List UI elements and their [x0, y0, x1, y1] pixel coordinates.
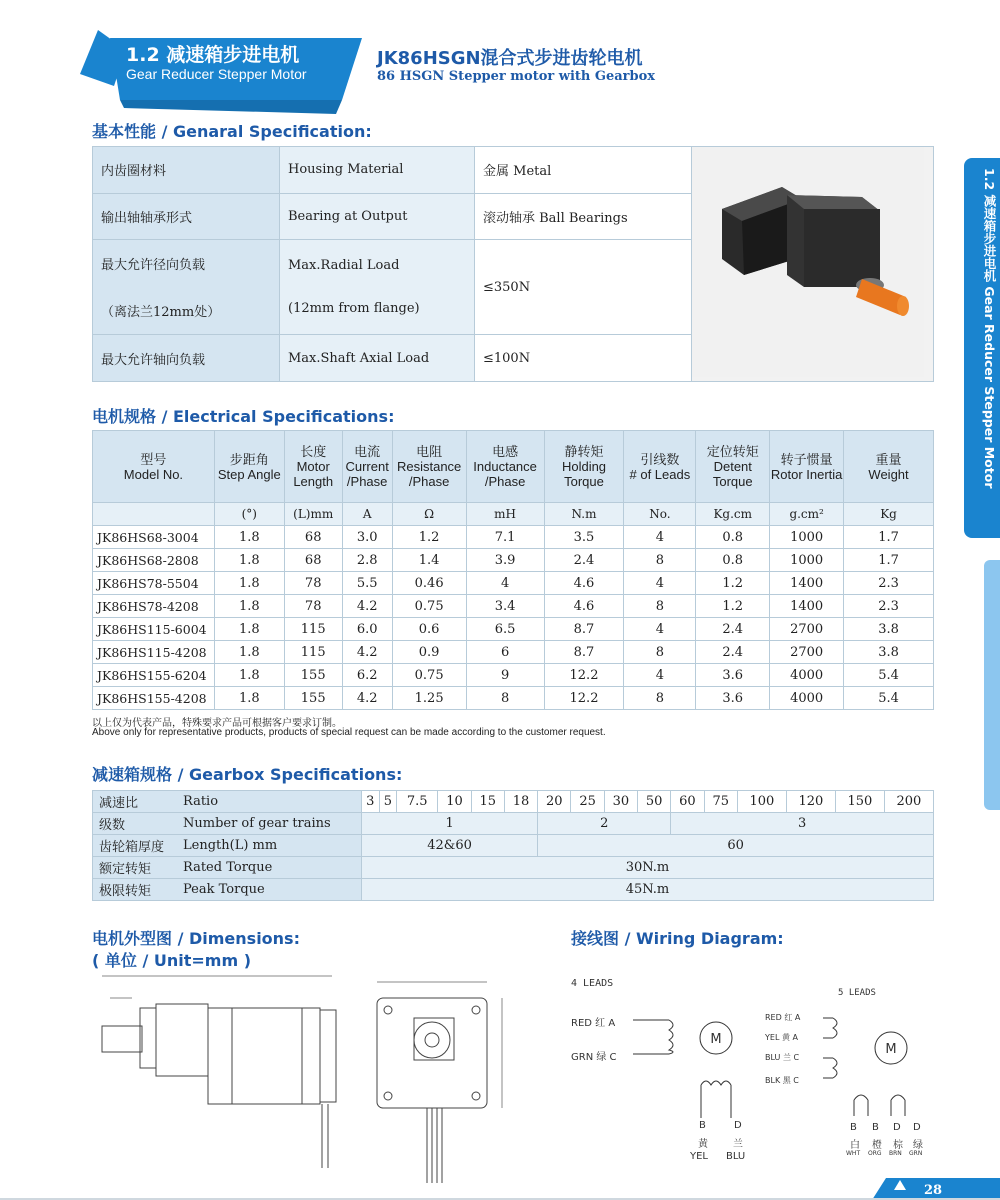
side-tab-light [984, 560, 1000, 810]
spec-cell: 1400 [770, 572, 844, 595]
leads6-colors_en-label: ORG [868, 1150, 882, 1157]
table-row [93, 618, 934, 641]
unit-cell: Ω [392, 503, 466, 526]
leads6-colors_en-label: GRN [909, 1150, 923, 1157]
leads6-letters-label: D [893, 1122, 901, 1133]
th-resistance [392, 431, 466, 503]
gen-en-1: Bearing at Output [280, 193, 475, 240]
th-length [284, 431, 342, 503]
spec-cell: 6.5 [466, 618, 544, 641]
th-length-cn: 长度 [300, 444, 327, 459]
spec-cell: 155 [284, 687, 342, 710]
th-model-en: Model No. [123, 466, 184, 482]
gearbox-spec-title: 减速箱规格 / Gearbox Specifications: [92, 765, 403, 784]
leads4-d-color: 兰 [733, 1139, 743, 1150]
spec-cell: 2.4 [696, 641, 770, 664]
motor-symbol-4: M [710, 1032, 722, 1047]
gearbox-spec-table [92, 790, 934, 901]
unit-cell: mH [466, 503, 544, 526]
spec-cell: 8 [624, 595, 696, 618]
spec-cell: 1400 [770, 595, 844, 618]
ratio-cell: 200 [884, 791, 933, 813]
table-row [93, 526, 934, 549]
product-image-cell [692, 147, 934, 382]
ratio-cell: 15 [471, 791, 504, 813]
rated-value: 30N.m [362, 857, 934, 879]
spec-cell: 3.6 [696, 687, 770, 710]
spec-cell: 2700 [770, 618, 844, 641]
length-cn: 齿轮箱厚度 [93, 835, 182, 857]
banner-subtitle: Gear Reducer Stepper Motor [126, 66, 307, 82]
spec-cell: 4 [624, 526, 696, 549]
spec-cell: 2.3 [844, 595, 934, 618]
rated-cn: 额定转矩 [93, 857, 182, 879]
note-en: Above only for representative products, products of special request can be made according to the customer request. [92, 727, 606, 738]
dimension-drawing [92, 968, 522, 1196]
rated-row [93, 857, 934, 879]
model-cell: JK86HS78-4208 [93, 595, 215, 618]
trains-2: 2 [538, 813, 671, 835]
banner-title: 1.2 减速箱步进电机 [126, 44, 300, 66]
spec-cell: 1.7 [844, 526, 934, 549]
spec-cell: 1.2 [392, 526, 466, 549]
spec-cell: 6.2 [342, 664, 392, 687]
unit-cell: Kg [844, 503, 934, 526]
ratio-cn: 减速比 [93, 791, 182, 813]
general-spec-title: 基本性能 / Genaral Specification: [92, 122, 372, 141]
unit-cell: Kg.cm [696, 503, 770, 526]
table-row [93, 664, 934, 687]
gen-val-0: 金属 Metal [475, 147, 692, 194]
th-inertia-cn: 转子惯量 [780, 451, 833, 467]
th-inductance-en: Inductance /Phase [473, 459, 537, 489]
ratio-cell: 20 [538, 791, 571, 813]
ratio-cell: 30 [604, 791, 637, 813]
leads6-colors-label: 棕 [893, 1140, 903, 1151]
ratio-cell: 25 [571, 791, 604, 813]
th-current-en: Current /Phase [345, 459, 389, 489]
gen-en-2b: (12mm from flange) [288, 301, 420, 317]
page-number: 28 [924, 1183, 943, 1198]
unit-cell: A [342, 503, 392, 526]
th-current [342, 431, 392, 503]
page-subtitle: 86 HSGN Stepper motor with Gearbox [377, 69, 656, 84]
spec-cell: 68 [284, 549, 342, 572]
spec-cell: 1.8 [214, 572, 284, 595]
table-row [93, 687, 934, 710]
gen-en-2 [280, 240, 475, 335]
gen-cn-2b: （离法兰12mm处） [101, 305, 221, 321]
leads4-d-en: BLU [726, 1151, 746, 1162]
spec-cell: 4 [624, 664, 696, 687]
ratio-en: Ratio [181, 791, 362, 813]
gen-cn-1: 输出轴轴承形式 [93, 193, 280, 240]
spec-cell: 1.4 [392, 549, 466, 572]
th-step-cn: 步距角 [229, 451, 269, 467]
spec-cell: 1.2 [696, 572, 770, 595]
unit-model [93, 503, 215, 526]
peak-value: 45N.m [362, 879, 934, 901]
th-step-en: Step Angle [217, 466, 281, 482]
unit-cell: N.m [544, 503, 624, 526]
spec-cell: 4.6 [544, 595, 624, 618]
th-detent [696, 431, 770, 503]
motor-symbol-6: M [885, 1042, 897, 1057]
spec-cell: 3.5 [544, 526, 624, 549]
leads6-letters-label: B [872, 1122, 879, 1133]
spec-cell: 1.8 [214, 595, 284, 618]
general-spec-table [92, 146, 934, 382]
spec-cell: 4.2 [342, 641, 392, 664]
gen-val-2: ≤350N [475, 240, 692, 335]
th-model-cn: 型号 [140, 451, 167, 467]
th-current-cn: 电流 [354, 444, 381, 459]
gen-en-0: Housing Material [280, 147, 475, 194]
model-cell: JK86HS115-4208 [93, 641, 215, 664]
unit-cell: (L)mm [284, 503, 342, 526]
ratio-cell: 50 [638, 791, 671, 813]
spec-cell: 3.6 [696, 664, 770, 687]
model-cell: JK86HS68-2808 [93, 549, 215, 572]
leads6-c2: BLU 兰 C [765, 1053, 800, 1062]
th-holding [544, 431, 624, 503]
peak-cn: 极限转矩 [93, 879, 182, 901]
ratio-row [93, 791, 934, 813]
page-title: JK86HSGN混合式步进齿轮电机 [377, 48, 643, 69]
spec-cell: 3.8 [844, 641, 934, 664]
spec-cell: 1000 [770, 526, 844, 549]
leads6-colors_en-label: BRN [889, 1150, 902, 1157]
spec-cell: 4 [624, 618, 696, 641]
spec-cell: 78 [284, 572, 342, 595]
spec-cell: 2.4 [544, 549, 624, 572]
leads6-colors_en-label: WHT [846, 1150, 861, 1157]
leads4-label: 4 LEADS [571, 978, 614, 989]
th-weight-cn: 重量 [875, 451, 902, 467]
spec-cell: 9 [466, 664, 544, 687]
spec-cell: 0.8 [696, 526, 770, 549]
th-resistance-en: Resistance /Phase [396, 459, 462, 489]
th-leads [624, 431, 696, 503]
model-cell: JK86HS155-6204 [93, 664, 215, 687]
wiring-diagram [571, 990, 971, 1140]
th-leads-en: # of Leads [629, 466, 691, 482]
ratio-cell: 60 [671, 791, 704, 813]
electrical-spec-title: 电机规格 / Electrical Specifications: [92, 407, 395, 426]
gen-val-3: ≤100N [475, 335, 692, 382]
spec-cell: 3.4 [466, 595, 544, 618]
unit-cell: (°) [214, 503, 284, 526]
th-weight-en: Weight [868, 466, 909, 482]
leads4-b-color: 黄 [698, 1139, 708, 1150]
spec-cell: 68 [284, 526, 342, 549]
spec-cell: 1.2 [696, 595, 770, 618]
length-en: Length(L) mm [181, 835, 362, 857]
spec-cell: 4.2 [342, 687, 392, 710]
electrical-spec-table [92, 430, 934, 710]
spec-cell: 8 [466, 687, 544, 710]
trains-3: 3 [671, 813, 934, 835]
spec-cell: 4000 [770, 687, 844, 710]
gen-en-3: Max.Shaft Axial Load [280, 335, 475, 382]
table-row [93, 549, 934, 572]
dimensions-title: 电机外型图 / Dimensions: [92, 929, 300, 948]
table-row [93, 641, 934, 664]
spec-cell: 3.0 [342, 526, 392, 549]
spec-cell: 1.8 [214, 549, 284, 572]
th-length-en: Motor Length [293, 459, 334, 489]
leads6-colors-label: 绿 [913, 1140, 923, 1151]
model-cell: JK86HS155-4208 [93, 687, 215, 710]
spec-cell: 0.46 [392, 572, 466, 595]
gen-cn-2a: 最大允许径向负载 [101, 258, 206, 274]
spec-cell: 115 [284, 641, 342, 664]
spec-cell: 8 [624, 687, 696, 710]
trains-en: Number of gear trains [181, 813, 362, 835]
spec-cell: 2700 [770, 641, 844, 664]
model-cell: JK86HS68-3004 [93, 526, 215, 549]
gen-val-1: 滚动轴承 Ball Bearings [475, 193, 692, 240]
trains-cn: 级数 [93, 813, 182, 835]
trains-row [93, 813, 934, 835]
th-model [93, 431, 215, 503]
spec-cell: 2.4 [696, 618, 770, 641]
ratio-cell: 3 [362, 791, 380, 813]
header-row [93, 431, 934, 503]
th-step [214, 431, 284, 503]
th-inductance [466, 431, 544, 503]
spec-cell: 3.8 [844, 618, 934, 641]
spec-cell: 8 [624, 641, 696, 664]
gen-cn-0: 内齿圈材料 [93, 147, 280, 194]
leads4-a: RED 红 A [571, 1018, 616, 1029]
units-row [93, 503, 934, 526]
note-cn: 以上仅为代表产品，特殊要求产品可根据客户要求订制。 [92, 718, 342, 729]
model-cell: JK86HS115-6004 [93, 618, 215, 641]
table-row [93, 595, 934, 618]
ratio-cell: 150 [835, 791, 884, 813]
leads6-colors-label: 橙 [872, 1140, 882, 1151]
th-detent-en: Detent Torque [712, 459, 753, 489]
unit-cell: g.cm² [770, 503, 844, 526]
spec-cell: 8 [624, 549, 696, 572]
spec-cell: 8.7 [544, 618, 624, 641]
spec-cell: 1.25 [392, 687, 466, 710]
table-row [93, 147, 934, 194]
leads6-letters-label: D [913, 1122, 921, 1133]
dimensions-unit: ( 单位 / Unit=mm ) [92, 951, 252, 970]
spec-cell: 8.7 [544, 641, 624, 664]
spec-cell: 155 [284, 664, 342, 687]
leads6-label: 5 LEADS [838, 988, 876, 998]
spec-cell: 3.9 [466, 549, 544, 572]
spec-cell: 5.4 [844, 687, 934, 710]
spec-cell: 5.4 [844, 664, 934, 687]
ratio-cell: 75 [704, 791, 737, 813]
th-inertia-en: Rotor Inertia [770, 466, 843, 482]
length-1: 42&60 [362, 835, 538, 857]
leads4-b: B [699, 1120, 706, 1131]
leads4-c: GRN 绿 C [571, 1052, 617, 1063]
spec-cell: 1000 [770, 549, 844, 572]
ratio-cell: 120 [786, 791, 835, 813]
spec-cell: 7.1 [466, 526, 544, 549]
th-inductance-cn: 电感 [492, 444, 519, 459]
spec-cell: 0.75 [392, 664, 466, 687]
th-holding-en: Holding Torque [561, 459, 607, 489]
spec-cell: 1.8 [214, 618, 284, 641]
length-row [93, 835, 934, 857]
leads6-a2: YEL 黄 A [765, 1033, 798, 1042]
gear-motor-image [692, 147, 924, 377]
leads6-letters-label: B [850, 1122, 857, 1133]
gen-cn-2 [93, 240, 280, 335]
spec-cell: 1.8 [214, 641, 284, 664]
leads6-a: RED 红 A [765, 1013, 801, 1022]
trains-1: 1 [362, 813, 538, 835]
th-resistance-cn: 电阻 [416, 444, 443, 459]
ratio-cell: 10 [438, 791, 471, 813]
spec-cell: 115 [284, 618, 342, 641]
spec-cell: 1.8 [214, 664, 284, 687]
spec-cell: 4000 [770, 664, 844, 687]
spec-cell: 1.8 [214, 687, 284, 710]
spec-cell: 4.6 [544, 572, 624, 595]
leads6-c: BLK 黑 C [765, 1076, 799, 1085]
wiring-title: 接线图 / Wiring Diagram: [571, 929, 784, 948]
ratio-cell: 7.5 [397, 791, 438, 813]
spec-cell: 1.8 [214, 526, 284, 549]
spec-cell: 6.0 [342, 618, 392, 641]
ratio-cell: 100 [737, 791, 786, 813]
spec-cell: 12.2 [544, 664, 624, 687]
th-leads-cn: 引线数 [640, 451, 680, 467]
spec-cell: 0.75 [392, 595, 466, 618]
gen-en-2a: Max.Radial Load [288, 258, 400, 274]
ratio-cell: 18 [504, 791, 537, 813]
th-holding-cn: 静转矩 [564, 444, 604, 459]
spec-cell: 0.9 [392, 641, 466, 664]
ratio-cell: 5 [379, 791, 397, 813]
leads6-colors-label: 白 [850, 1140, 860, 1151]
table-row [93, 572, 934, 595]
spec-cell: 0.8 [696, 549, 770, 572]
side-tab-text: 1.2 减速箱步进电机 Gear Reducer Stepper Motor [982, 168, 997, 489]
model-cell: JK86HS78-5504 [93, 572, 215, 595]
spec-cell: 2.8 [342, 549, 392, 572]
th-inertia [770, 431, 844, 503]
th-weight [844, 431, 934, 503]
spec-cell: 4 [466, 572, 544, 595]
unit-cell: No. [624, 503, 696, 526]
leads4-d: D [734, 1120, 742, 1131]
leads4-b-en: YEL [690, 1151, 708, 1162]
spec-cell: 5.5 [342, 572, 392, 595]
length-2: 60 [538, 835, 934, 857]
spec-cell: 1.7 [844, 549, 934, 572]
th-detent-cn: 定位转矩 [706, 444, 759, 459]
spec-cell: 78 [284, 595, 342, 618]
spec-cell: 0.6 [392, 618, 466, 641]
spec-cell: 12.2 [544, 687, 624, 710]
peak-en: Peak Torque [181, 879, 362, 901]
spec-cell: 6 [466, 641, 544, 664]
gen-cn-3: 最大允许轴向负载 [93, 335, 280, 382]
spec-cell: 2.3 [844, 572, 934, 595]
rated-en: Rated Torque [181, 857, 362, 879]
peak-row [93, 879, 934, 901]
spec-cell: 4 [624, 572, 696, 595]
spec-cell: 4.2 [342, 595, 392, 618]
